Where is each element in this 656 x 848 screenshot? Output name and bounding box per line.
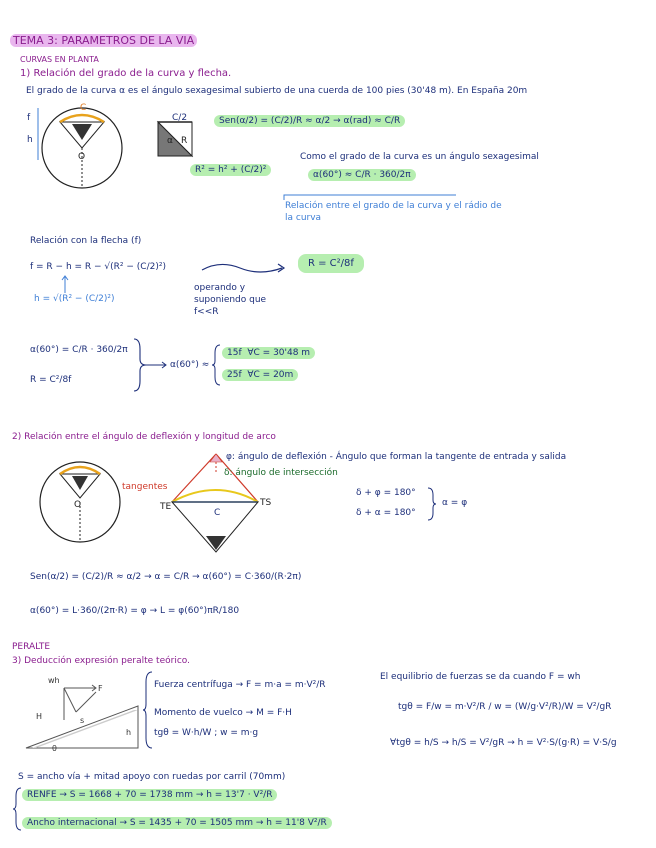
- f-formula: f = R − h = R − √(R² − (C/2)²): [30, 262, 166, 272]
- peralte-title: PERALTE: [12, 642, 51, 652]
- momento-text: Momento de vuelco → M = F·H: [154, 708, 292, 718]
- como-text: Como el grado de la curva es un ángulo sexagesimal: [300, 152, 539, 162]
- s-def: S = ancho vía + mitad apoyo con ruedas por carril (70mm): [18, 772, 286, 782]
- equilibrio-text: El equilibrio de fuerzas se da cuando F = wh: [380, 672, 581, 682]
- label-alpha: α: [167, 136, 173, 146]
- lbl-theta: θ: [52, 744, 57, 753]
- label-f: f: [27, 113, 31, 123]
- lbl-h: h: [126, 728, 132, 737]
- operando-text: operando y suponiendo que f<<R: [194, 283, 267, 317]
- brace-eq: [426, 486, 436, 522]
- tg-text: tgθ = W·h/W ; w = m·g: [154, 728, 259, 738]
- case-1: 15f ∀C = 30'48 m: [222, 348, 315, 358]
- tangent-c-label: C: [214, 508, 221, 518]
- section-1-intro: El grado de la curva α es el ángulo sexagesimal subierto de una cuerda de 100 pies (30'48 m). En España 20m: [26, 86, 528, 96]
- tg-eq-2: ∀tgθ = h/S → h/S = V²/gR → h = V²·S/(g·R) = V·S/g: [390, 738, 617, 748]
- eq-res: α = φ: [442, 498, 468, 508]
- h-formula: h = √(R² − (C/2)²): [34, 294, 115, 304]
- label-c2: C/2: [172, 113, 188, 123]
- curve-circle-diagram: [20, 100, 140, 192]
- flecha-title: Relación con la flecha (f): [30, 236, 142, 246]
- tema-title: TEMA 3: PARAMETROS DE LA VIA: [10, 34, 197, 47]
- lbl-wh: wh: [48, 676, 60, 685]
- label-h: h: [27, 135, 33, 145]
- brace-4: [12, 786, 22, 832]
- phi-def: φ: ángulo de deflexión - Ángulo que forman la tangente de entrada y salida: [226, 452, 567, 462]
- page-title: [10, 34, 197, 47]
- eq-1: δ + φ = 180°: [356, 488, 416, 498]
- right-triangle-diagram: [152, 118, 202, 168]
- alpha60-formula: α(60°) ≈ C/R · 360/2π: [308, 170, 416, 180]
- tg-eq: tgθ = F/w = m·V²/R / w = (W/g·V²/R)/W = V²/gR: [398, 702, 612, 712]
- note-bracket: [280, 192, 460, 202]
- ts-label: TS: [260, 498, 272, 508]
- te-label: TE: [160, 502, 172, 512]
- delta-def: δ: ángulo de intersección: [224, 468, 338, 478]
- brace-2: [212, 343, 222, 387]
- renfe-line: RENFE → S = 1668 + 70 = 1738 mm → h = 13'7 · V²/R: [22, 790, 277, 800]
- fuerza-text: Fuerza centrífuga → F = m·a = m·V²/R: [154, 680, 326, 690]
- sen-formula: Sen(α/2) = (C/2)/R ≈ α/2 → α(rad) ≈ C/R: [214, 116, 405, 126]
- pyth-formula: R² = h² + (C/2)²: [190, 165, 271, 175]
- label-o: O: [78, 152, 86, 162]
- internacional-line: Ancho internacional → S = 1435 + 70 = 1505 mm → h = 11'8 V²/R: [22, 818, 332, 828]
- r-line: R = C²/8f: [30, 375, 72, 385]
- case-2: 25f ∀C = 20m: [222, 370, 298, 380]
- relacion-note: Relación entre el grado de la curva y el rádio de la curva: [285, 201, 502, 223]
- lbl-s: s: [80, 716, 85, 725]
- subtitle: CURVAS EN PLANTA: [20, 55, 99, 64]
- alpha-cases-label: α(60°) ≈: [170, 360, 210, 370]
- h-arrow: [60, 275, 70, 295]
- eq-2: δ + α = 180°: [356, 508, 416, 518]
- label-c: C: [80, 103, 87, 113]
- wave-arrow: [200, 258, 290, 278]
- alpha-line-2: α(60°) = L·360/(2π·R) = φ → L = φ(60°)πR/180: [30, 606, 240, 616]
- label-r: R: [181, 136, 188, 146]
- r-result: R = C²/8f: [298, 258, 364, 269]
- section-2-title: 2) Relación entre el ángulo de deflexión y longitud de arco: [12, 432, 276, 442]
- lbl-H: H: [36, 712, 43, 721]
- section-3-title: 3) Deducción expresión peralte teórico.: [12, 656, 190, 666]
- tangentes-label: tangentes: [122, 482, 168, 492]
- sen-line-2: Sen(α/2) = (C/2)/R ≈ α/2 → α = C/R → α(60°) = C·360/(R·2π): [30, 572, 302, 582]
- brace-1: [130, 335, 170, 395]
- alpha-line: α(60°) = C/R · 360/2π: [30, 345, 128, 355]
- brace-3: [143, 670, 153, 750]
- section-1-title: 1) Relación del grado de la curva y flecha.: [20, 68, 232, 79]
- label-o-2: O: [74, 500, 82, 510]
- lbl-f-force: F: [98, 684, 103, 693]
